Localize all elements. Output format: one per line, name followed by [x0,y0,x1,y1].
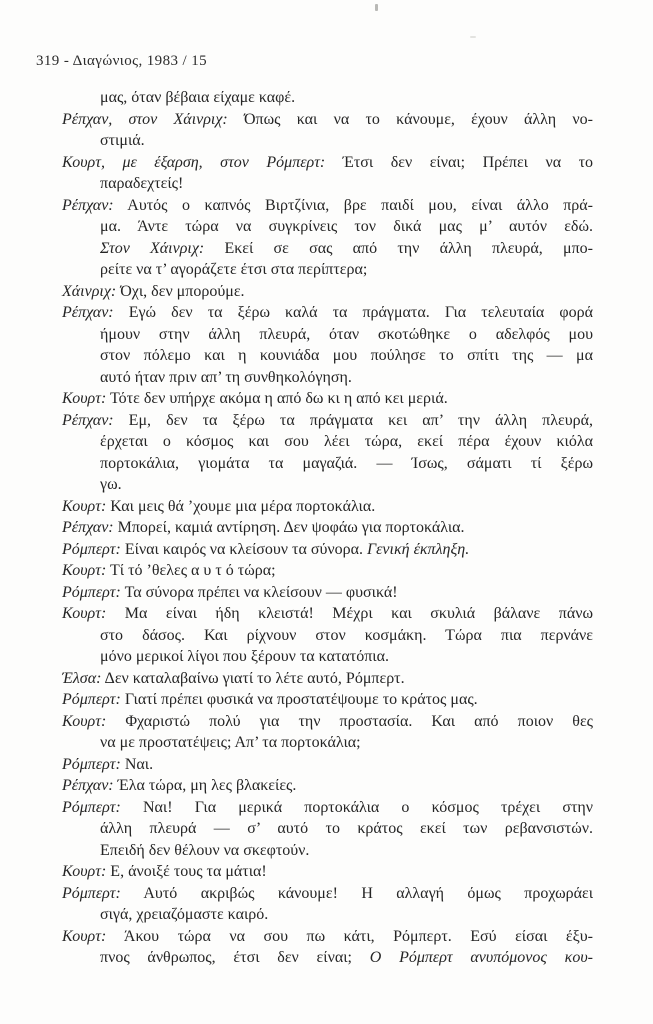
speaker-or-stage-direction: Ρέπχαν: [62,304,114,321]
dialogue-text: Έτσι δεν είναι; Πρέπει να το [325,153,594,171]
speaker-or-stage-direction: Ρόμπερτ: [62,798,121,816]
text-line [62,947,593,969]
speaker-or-stage-direction: Ρόμπερτ: [62,583,121,601]
speaker-or-stage-direction: Κουρτ: [62,390,107,407]
speaker-or-stage-direction: Κουρτ: [62,927,107,945]
speaker-or-stage-direction: Κουρτ: [62,863,107,880]
text-line [62,496,593,518]
dialogue-text: Τότε δεν υπήρχε ακόμα η από δω κι η από κει μεριά. [106,390,448,407]
dialogue-text: Άκου τώρα να σου πω κάτι, Ρόμπερτ. Εσύ είσαι έξυ- [106,927,593,945]
dialogue-text: Όπως και να το κάνουμε, έχουν άλλη νο- [227,110,593,128]
speaker-or-stage-direction: Ρόμπερτ: [62,691,121,708]
text-line [62,840,593,862]
dialogue-text: Ναι. [120,755,154,773]
text-line [62,818,593,840]
dialogue-text: Μα είναι ήδη κλειστά! Μέχρι και σκυλιά βάλανε πάνω [106,605,593,622]
speaker-or-stage-direction: Ρέπχαν, στον Χάινριχ: [62,110,228,128]
dialogue-text: Εκεί σε σας από την άλλη πλευρά, μπο- [204,239,594,257]
text-line [62,861,593,883]
speaker-or-stage-direction: Κουρτ: [62,605,107,622]
text-line [62,797,593,819]
dialogue-text: μόνο μερικοί λίγοι που ξέρουν τα κατατόπια. [100,648,389,665]
dialogue-text: Φχαριστώ πολύ για την προστασία. Και από ποιον θες [106,712,593,730]
dialogue-text: μας, όταν βέβαια είχαμε καφέ. [100,89,296,106]
speaker-or-stage-direction: Κουρτ: [62,562,107,579]
text-line [62,216,593,238]
speaker-or-stage-direction: Κουρτ, με έξαρση, στον Ρόμπερτ: [62,153,326,171]
dialogue-text: Ναι! Για μερικά πορτοκάλια ο κόσμος τρέχει στην [120,798,593,816]
dialogue-text: Τα σύνορα πρέπει να κλείσουν — φυσικά! [120,583,398,601]
dialogue-text: Είναι καιρός να κλείσουν τα σύνορα. [120,540,367,558]
text-line [62,259,593,281]
text-line [62,367,593,389]
text-line [62,345,593,367]
speaker-or-stage-direction: Ρέπχαν: [62,519,114,536]
text-line [62,625,593,647]
text-line [62,668,593,690]
dialogue-text: ήμουν στην άλλη πλευρά, όταν σκοτώθηκε ο αδελφός μου [100,325,593,343]
dialogue-text: άλλη πλευρά — σ’ αυτό το κράτος εκεί των ρεβανσιστών. [100,820,593,837]
dialogue-text: Τί τό ’θελες α υ τ ό τώρα; [106,562,276,579]
speaker-or-stage-direction: Ρόμπερτ: [62,540,121,558]
speaker-or-stage-direction: Ρέπχαν: [62,411,114,429]
dialogue-text: Επειδή δεν θέλουν να σκεφτούν. [100,841,310,859]
dialogue-text: μα. Άντε τώρα να συγκρίνεις τον δικά μας μ’ αυτόν εδώ. [100,218,593,235]
text-line [62,410,593,432]
dialogue-text: ρείτε να τ’ αγοράζετε έτσι στα περίπτερα; [100,261,368,278]
dialogue-text: Όχι, δεν μπορούμε. [116,282,245,300]
speaker-or-stage-direction: Γενική έκπληξη. [367,540,470,558]
text-line [62,904,593,926]
text-line [62,732,593,754]
speaker-or-stage-direction: Ρέπχαν: [62,196,114,214]
text-line [62,87,593,109]
text-line [62,474,593,496]
text-line [62,324,593,346]
page-header: 319 - Διαγώνιος, 1983 / 15 [36,53,208,69]
text-line [62,130,593,152]
text-line [62,517,593,539]
text-line [62,560,593,582]
dialogue-text: στον πόλεμο και η κουνιάδα μου πούλησε το σπίτι της — μα [100,347,593,364]
text-line [62,152,593,174]
text-line [62,883,593,905]
dialogue-text: Δεν καταλαβαίνω γιατί το λέτε αυτό, Ρόμπερτ. [101,669,405,687]
speaker-or-stage-direction: Ρέπχαν: [62,777,114,794]
text-line [62,603,593,625]
dialogue-text: στο δάσος. Και ρίχνουν στον κοσμάκη. Τώρα πια περνάνε [100,626,593,644]
dialogue-text: Εγώ δεν τα ξέρω καλά τα πράγματα. Για τελευταία φορά [113,304,593,321]
dialogue-text: αυτό ήταν πριν απ’ τη συνθηκολόγηση. [100,368,352,386]
speaker-or-stage-direction: Στον Χάινριχ: [100,239,205,257]
text-line [62,646,593,668]
text-line [62,754,593,776]
text-line [62,431,593,453]
dialogue-text: Και μεις θά ’χουμε μια μέρα πορτοκάλια. [106,497,376,515]
dialogue-text: σιγά, χρειαζόμαστε καιρό. [100,906,269,923]
dialogue-text: στιμιά. [100,132,145,149]
text-line [62,388,593,410]
dialogue-text: Έλα τώρα, μη λες βλακείες. [113,777,297,794]
speaker-or-stage-direction: Ρόμπερτ: [62,755,121,773]
text-line [62,281,593,303]
dialogue-text: Μπορεί, καμιά αντίρηση. Δεν ψοφάω για πορτοκάλια. [113,519,465,536]
dialogue-text: πορτοκάλια, γιομάτα τα μαγαζιά. — Ίσως, σάματι τί ξέρω [100,454,593,472]
dialogue-text: να με προστατέψεις; Απ’ τα πορτοκάλια; [100,734,361,751]
dialogue-text: Αυτό ακριβώς κάνουμε! Η αλλαγή όμως προχωράει [120,884,593,902]
speaker-or-stage-direction: Χάινριχ: [62,282,117,300]
speaker-or-stage-direction: Κουρτ: [62,712,107,730]
dialogue-text: Εμ, δεν τα ξέρω τα πράγματα κει απ’ την άλλη πλευρά, [113,411,593,429]
dialogue-text: έρχεται ο κόσμος και σου λέει τώρα, εκεί πέρα έχουν κιόλα [100,433,593,450]
text-line [62,926,593,948]
speaker-or-stage-direction: Ο Ρόμπερτ ανυπόμονος κου- [369,949,593,966]
dialogue-text: παραδεχτείς! [100,175,184,192]
dialogue-text: πνος άνθρωπος, έτσι δεν είναι; [100,949,370,966]
speaker-or-stage-direction: Ρόμπερτ: [62,884,121,902]
text-line [62,582,593,604]
speaker-or-stage-direction: Κουρτ: [62,497,107,515]
text-line [62,539,593,561]
text-line [62,775,593,797]
text-line [62,302,593,324]
speaker-or-stage-direction: Έλσα: [62,669,102,687]
text-line [62,689,593,711]
text-line [62,711,593,733]
text-line [62,109,593,131]
text-block [62,87,593,969]
scan-artifact [375,4,378,11]
scan-artifact [470,36,476,38]
text-line [62,453,593,475]
dialogue-text: Γιατί πρέπει φυσικά να προστατέψουμε το κράτος μας. [120,691,478,708]
text-line [62,173,593,195]
dialogue-text: γω. [100,476,122,493]
text-line [62,238,593,260]
dialogue-text: Αυτός ο καπνός Βιρτζίνια, βρε παιδί μου, είναι άλλο πρά- [113,196,593,214]
text-line [62,195,593,217]
dialogue-text: Ε, άνοιξέ τους τα μάτια! [106,863,267,880]
